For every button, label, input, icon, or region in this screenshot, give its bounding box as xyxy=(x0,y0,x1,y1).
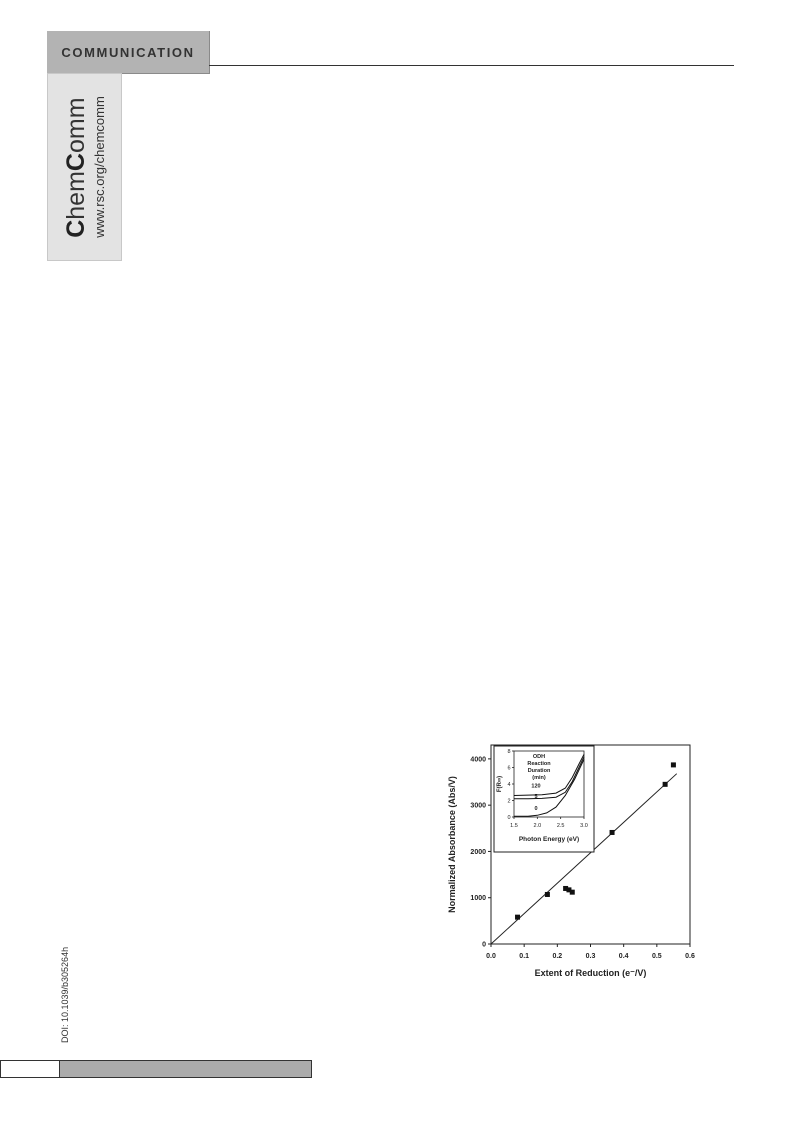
y-tick-label: 3000 xyxy=(470,802,486,810)
journal-logo xyxy=(63,96,107,238)
y-tick-label: 4000 xyxy=(470,756,486,764)
y-axis-label: Normalized Absorbance (Abs/V) xyxy=(447,776,457,913)
footer-shaded-strip xyxy=(60,1061,311,1077)
x-axis-label: Extent of Reduction (e⁻/V) xyxy=(534,968,647,978)
journal-url[interactable]: www.rsc.org/chemcomm xyxy=(91,96,107,238)
figure xyxy=(440,740,710,990)
data-point xyxy=(671,762,676,767)
x-tick-label: 0.3 xyxy=(585,953,596,960)
inset-legend-title: (min) xyxy=(532,775,546,781)
journal-logo-box xyxy=(47,73,122,261)
journal-name: ChemComm xyxy=(61,97,90,238)
inset-x-tick-label: 2.5 xyxy=(556,823,565,829)
section-label: COMMUNICATION xyxy=(47,31,210,74)
y-tick-label: 1000 xyxy=(470,895,486,903)
header-rule xyxy=(209,65,734,66)
inset-legend-title: ODH xyxy=(532,754,546,760)
inset-y-tick-label: 6 xyxy=(507,765,511,772)
x-tick-label: 0.1 xyxy=(519,953,530,960)
x-tick-label: 0.2 xyxy=(552,953,563,960)
inset-y-tick-label: 8 xyxy=(507,749,511,755)
inset-series-label: 5 xyxy=(534,794,538,800)
inset-legend-title: Duration xyxy=(527,768,551,774)
x-tick-label: 0.4 xyxy=(618,953,629,960)
inset-x-tick-label: 2.0 xyxy=(533,823,542,829)
inset-series-label: 0 xyxy=(534,806,538,812)
inset-x-tick-label: 1.5 xyxy=(510,823,518,829)
inset-legend-title: Reaction xyxy=(527,761,551,767)
x-tick-label: 0.5 xyxy=(651,953,662,960)
data-point xyxy=(663,782,668,787)
inset-y-tick-label: 4 xyxy=(507,782,511,788)
inset-y-tick-label: 2 xyxy=(507,798,511,805)
data-point xyxy=(570,890,575,895)
inset-x-tick-label: 3.0 xyxy=(580,823,588,829)
data-point xyxy=(610,830,615,835)
inset-x-axis-label: Photon Energy (eV) xyxy=(518,836,580,843)
footer-page-box xyxy=(1,1061,60,1077)
chart-svg xyxy=(440,740,710,990)
inset-y-tick-label: 0 xyxy=(507,815,511,821)
doi-label: DOI: 10.1039/b305264h xyxy=(60,946,70,1043)
y-tick-label: 0 xyxy=(482,941,486,949)
footer-bar xyxy=(0,1060,312,1078)
data-point xyxy=(545,892,550,897)
y-tick-label: 2000 xyxy=(470,848,486,856)
x-tick-label: 0.6 xyxy=(685,953,695,960)
inset-y-axis-label: F(R∞) xyxy=(497,775,503,793)
x-tick-label: 0.0 xyxy=(486,953,496,960)
data-point xyxy=(515,915,520,920)
inset-series-label: 120 xyxy=(531,783,541,790)
